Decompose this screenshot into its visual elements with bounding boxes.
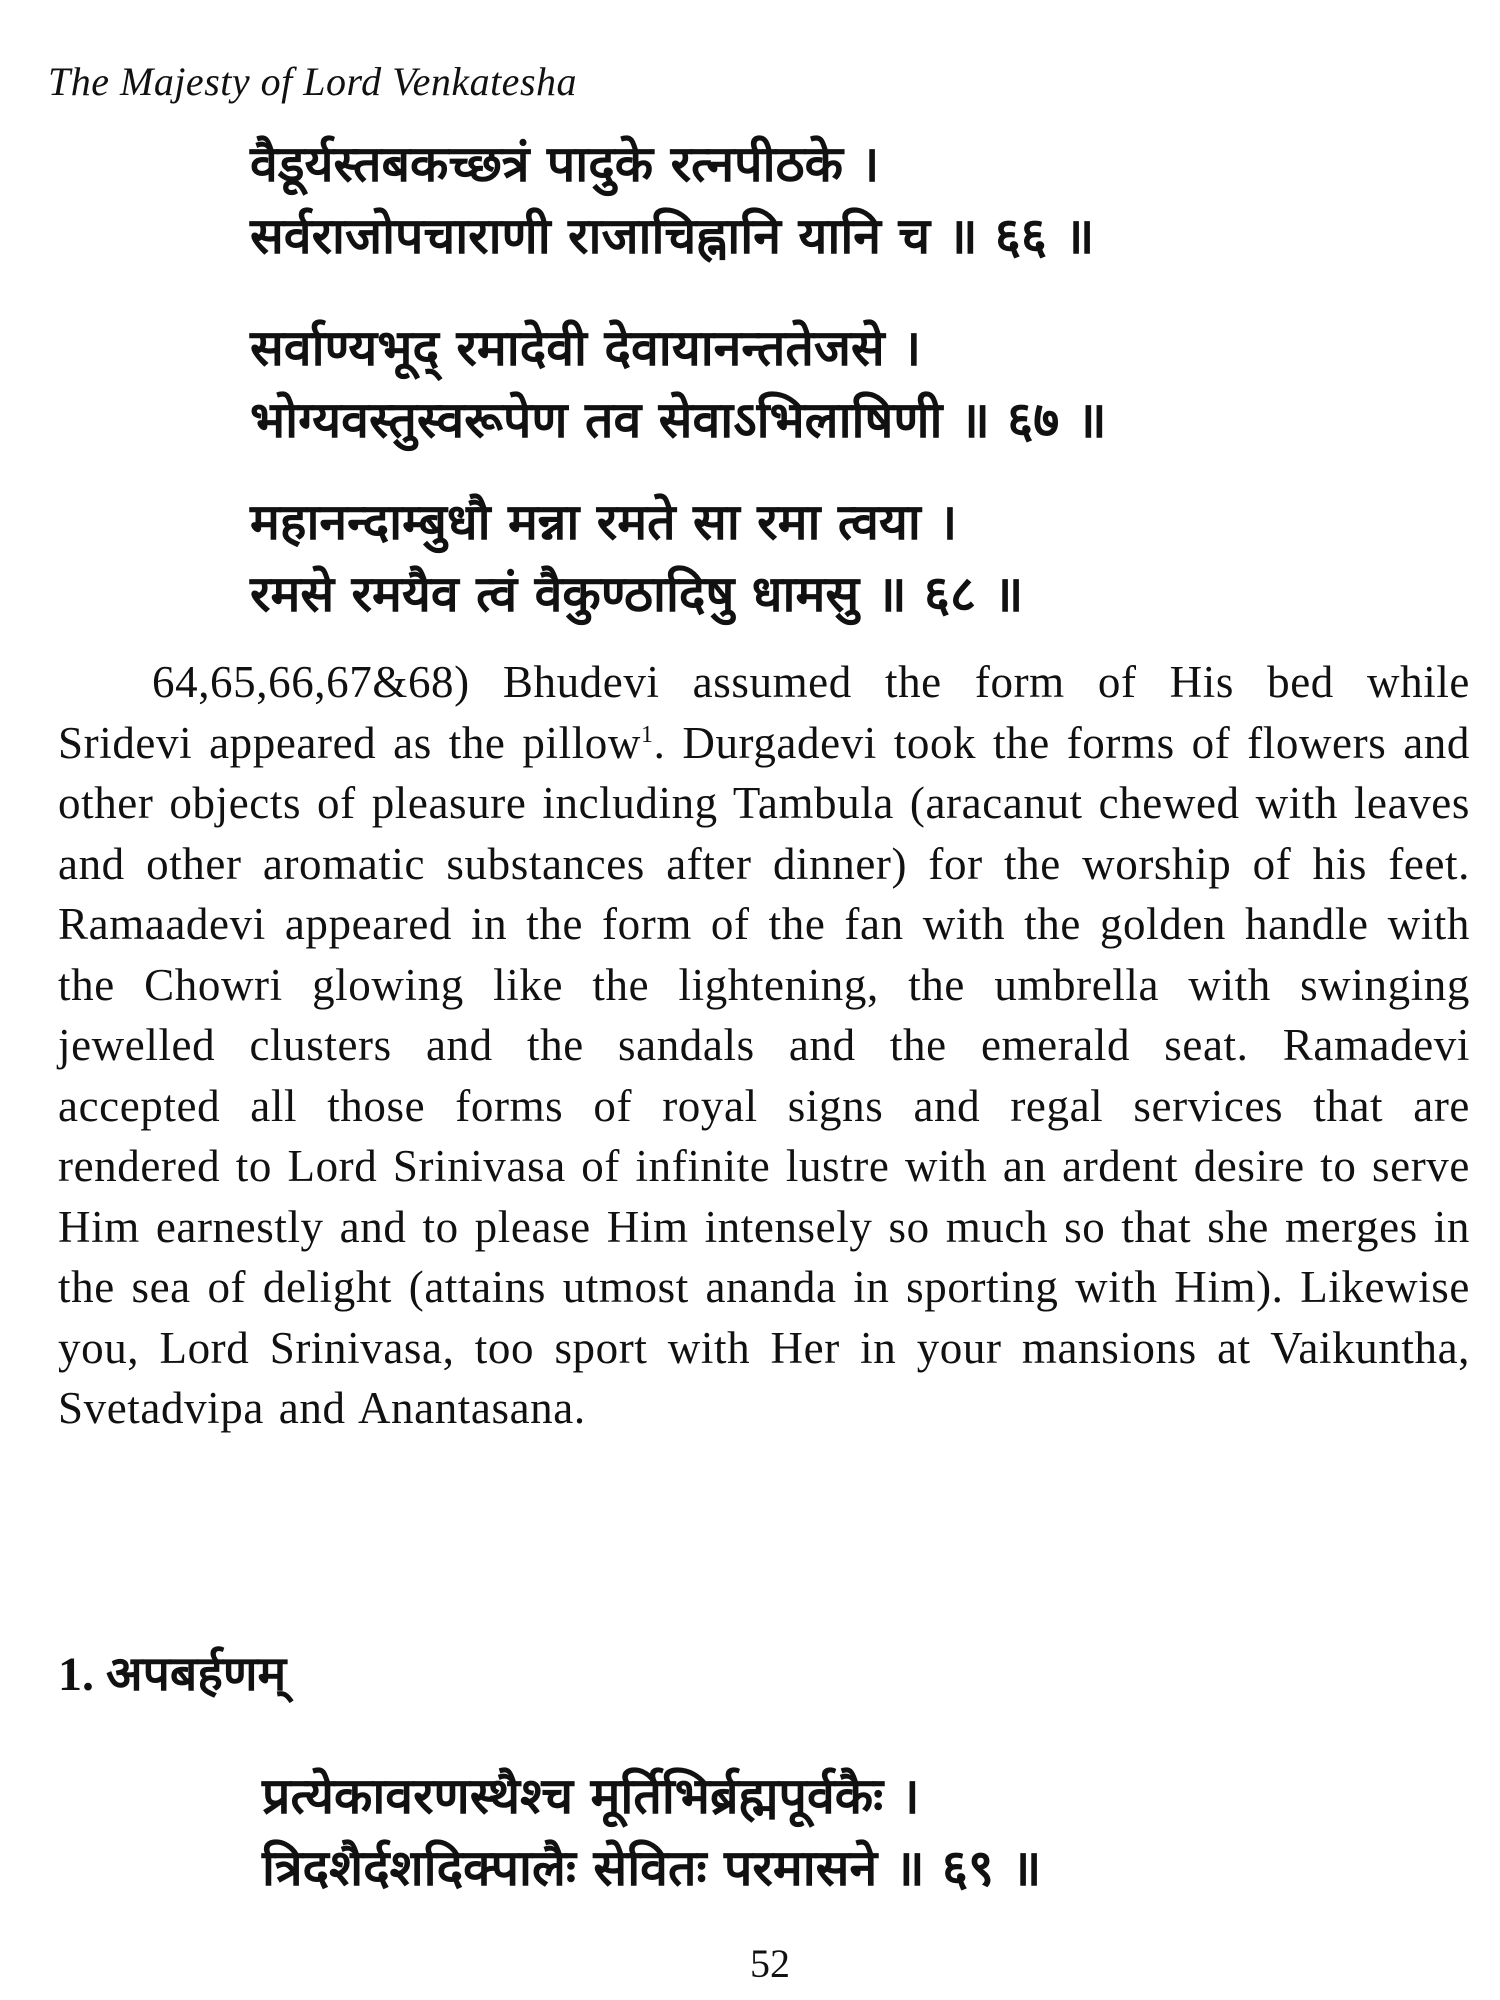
verse-66-line-2: सर्वराजोपचाराणी राजाचिह्नानि यानि च ॥ ६६ ॥ [250, 207, 1095, 265]
verse-69-line-2: त्रिदशैर्दशदिक्पालैः सेवितः परमासने ॥ ६९ ॥ [262, 1839, 1042, 1897]
verse-69-line-1: प्रत्येकावरणस्थैश्च मूर्तिभिर्ब्रह्मपूर्वकैः । [262, 1767, 920, 1825]
footnote-number: 1. [58, 1648, 94, 1701]
footnote-marker: 1 [641, 721, 654, 748]
footnote-text: अपबर्हणम् [106, 1646, 287, 1702]
verse-67-line-1: सर्वाण्यभूद् रमादेवी देवायानन्ततेजसे । [250, 319, 922, 377]
verse-66 [250, 128, 1094, 272]
verse-68-line-2: रमसे रमयैव त्वं वैकुण्ठादिषु धामसु ॥ ६८ ॥ [250, 565, 1024, 623]
verse-69 [262, 1760, 1041, 1904]
commentary-paragraph [58, 652, 1470, 1439]
verse-68-line-1: महानन्दाम्बुधौ मन्ना रमते सा रमा त्वया । [250, 493, 958, 551]
verse-68 [250, 486, 1023, 630]
footnote [58, 1640, 286, 1705]
commentary-text-part-1: 64,65,66,67&68) Bhudevi assumed the form of His bed while Sridevi appeared as the pillow [58, 657, 1470, 768]
verse-66-line-1: वैडूर्यस्तबकच्छत्रं पादुके रत्नपीठके । [250, 135, 880, 193]
running-header: The Majesty of Lord Venkatesha [48, 59, 578, 104]
verse-67 [250, 312, 1107, 456]
commentary-text-part-2: . Durgadevi took the forms of flowers and other objects of pleasure including Tambula (aracanut chewed with leaves and other aromatic substances after dinner) for the worship of his feet. Ramaadevi appeared in the form of the fan with the golden handle with the Chowri glowing like the lightening, the umbrella with swinging jewelled clusters and the sandals and the emerald seat. Ramadevi accepted all those forms of royal signs and regal services that are rendered to Lord Srinivasa of infinite lustre with an ardent desire to serve Him earnestly and to please Him intensely so much so that she merges in the sea of delight (attains utmost ananda in sporting with Him). Likewise you, Lord Srinivasa, too sport with Her in your mansions at Vaikuntha, Svetadvipa and Anantasana. [58, 717, 1470, 1433]
page-number: 52 [750, 1941, 790, 1986]
verse-67-line-2: भोग्यवस्तुस्वरूपेण तव सेवाऽभिलाषिणी ॥ ६७ ॥ [250, 391, 1107, 449]
